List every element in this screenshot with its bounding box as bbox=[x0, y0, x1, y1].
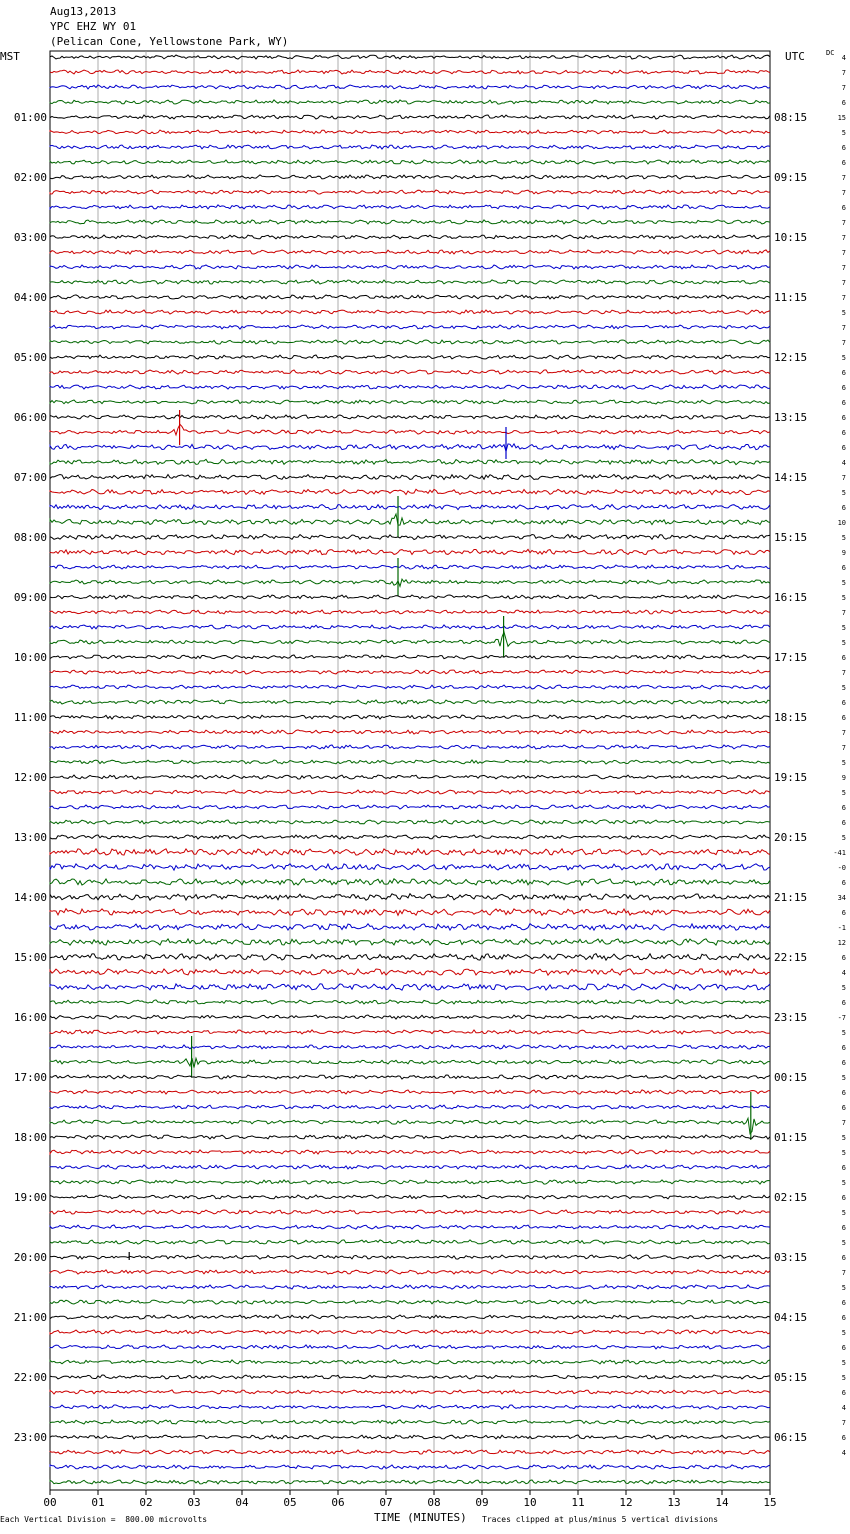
mst-hour-label: 06:00 bbox=[13, 411, 47, 424]
seismic-trace bbox=[50, 220, 770, 224]
seismic-trace bbox=[50, 790, 770, 794]
dc-offset-label: 5 bbox=[841, 129, 846, 137]
seismic-trace bbox=[50, 370, 770, 374]
seismic-trace bbox=[50, 1360, 770, 1364]
seismic-trace bbox=[50, 100, 770, 104]
dc-offset-label: 12 bbox=[837, 939, 846, 947]
mst-hour-label: 12:00 bbox=[13, 771, 47, 784]
utc-hour-label: 19:15 bbox=[774, 771, 808, 784]
dc-offset-label: 7 bbox=[841, 1269, 846, 1277]
x-tick-label: 04 bbox=[235, 1496, 249, 1509]
dc-offset-label: 6 bbox=[841, 819, 846, 827]
mst-hour-label: 07:00 bbox=[13, 471, 47, 484]
dc-offset-label: 7 bbox=[841, 474, 846, 482]
seismic-trace bbox=[50, 565, 770, 569]
dc-offset-label: 4 bbox=[841, 1449, 846, 1457]
dc-offset-label: 6 bbox=[841, 1254, 846, 1262]
dc-offset-label: 5 bbox=[841, 1209, 846, 1217]
seismic-trace bbox=[50, 760, 770, 764]
seismic-trace bbox=[50, 700, 770, 704]
mst-hour-label: 09:00 bbox=[13, 591, 47, 604]
dc-offset-label: 5 bbox=[841, 354, 846, 362]
seismic-trace bbox=[50, 1390, 770, 1394]
seismic-trace bbox=[50, 340, 770, 344]
seismic-trace bbox=[50, 400, 770, 404]
seismic-trace bbox=[50, 130, 770, 134]
mst-hour-label: 16:00 bbox=[13, 1011, 47, 1024]
dc-offset-label: 4 bbox=[841, 1404, 846, 1412]
utc-hour-label: 15:15 bbox=[774, 531, 808, 544]
dc-offset-label: 5 bbox=[841, 594, 846, 602]
utc-hour-label: 21:15 bbox=[774, 891, 808, 904]
utc-hour-label: 17:15 bbox=[774, 651, 808, 664]
seismic-trace bbox=[50, 909, 770, 916]
x-tick-label: 03 bbox=[187, 1496, 201, 1509]
mst-hour-label: 19:00 bbox=[13, 1191, 47, 1204]
x-tick-label: 13 bbox=[667, 1496, 681, 1509]
utc-hour-label: 20:15 bbox=[774, 831, 808, 844]
seismic-trace bbox=[50, 1435, 770, 1439]
dc-offset-label: 6 bbox=[841, 1104, 846, 1112]
seismic-trace bbox=[50, 670, 770, 674]
dc-offset-label: 6 bbox=[841, 1194, 846, 1202]
seismic-trace bbox=[50, 1300, 770, 1304]
mst-hour-label: 08:00 bbox=[13, 531, 47, 544]
x-axis-label: TIME (MINUTES) bbox=[374, 1511, 467, 1524]
dc-offset-label: -7 bbox=[837, 1014, 846, 1022]
seismic-trace bbox=[50, 939, 770, 945]
dc-offset-label: 6 bbox=[841, 714, 846, 722]
dc-offset-label: 6 bbox=[841, 204, 846, 212]
dc-offset-label: 6 bbox=[841, 699, 846, 707]
seismic-trace bbox=[50, 1075, 770, 1079]
seismic-trace bbox=[50, 1180, 770, 1184]
seismic-trace bbox=[50, 514, 770, 525]
seismic-trace bbox=[50, 954, 770, 960]
station-code: YPC EHZ WY 01 bbox=[50, 20, 137, 33]
x-tick-label: 05 bbox=[283, 1496, 297, 1509]
dc-offset-label: 5 bbox=[841, 1134, 846, 1142]
mst-hour-label: 05:00 bbox=[13, 351, 47, 364]
seismic-trace bbox=[50, 55, 770, 59]
dc-offset-label: 7 bbox=[841, 294, 846, 302]
dc-offset-label: 7 bbox=[841, 189, 846, 197]
dc-offset-label: 9 bbox=[841, 549, 846, 557]
utc-hour-label: 14:15 bbox=[774, 471, 808, 484]
clipping-note: Traces clipped at plus/minus 5 vertical divisions bbox=[482, 1515, 719, 1524]
mst-hour-label: 21:00 bbox=[13, 1311, 47, 1324]
seismic-trace bbox=[50, 595, 770, 599]
mst-hour-label: 10:00 bbox=[13, 651, 47, 664]
x-tick-label: 07 bbox=[379, 1496, 393, 1509]
dc-offset-label: 7 bbox=[841, 339, 846, 347]
dc-offset-label: 6 bbox=[841, 1059, 846, 1067]
seismic-trace bbox=[50, 1030, 770, 1034]
dc-offset-label: 10 bbox=[837, 519, 846, 527]
seismic-trace bbox=[50, 715, 770, 719]
seismic-trace bbox=[50, 355, 770, 359]
seismic-trace bbox=[50, 160, 770, 164]
seismic-trace bbox=[50, 1195, 770, 1199]
vertical-division-note: Each Vertical Division = 800.00 microvolts bbox=[0, 1515, 208, 1524]
seismic-trace bbox=[50, 969, 770, 975]
seismic-trace bbox=[50, 1420, 770, 1424]
x-tick-label: 10 bbox=[523, 1496, 537, 1509]
seismic-trace bbox=[50, 205, 770, 209]
seismic-trace bbox=[50, 1105, 770, 1109]
dc-offset-label: 5 bbox=[841, 789, 846, 797]
mst-hour-label: 11:00 bbox=[13, 711, 47, 724]
dc-offset-label: -41 bbox=[833, 849, 846, 857]
dc-offset-label: 6 bbox=[841, 954, 846, 962]
seismic-trace bbox=[50, 610, 770, 614]
dc-offset-label: 6 bbox=[841, 429, 846, 437]
seismic-trace bbox=[50, 1345, 770, 1349]
seismic-trace bbox=[50, 1255, 770, 1259]
seismic-trace bbox=[50, 1135, 770, 1139]
utc-hour-label: 00:15 bbox=[774, 1071, 808, 1084]
seismic-trace bbox=[50, 549, 770, 554]
seismic-trace bbox=[50, 1330, 770, 1334]
seismic-trace bbox=[50, 805, 770, 809]
seismic-trace bbox=[50, 1165, 770, 1169]
seismic-trace bbox=[50, 1118, 770, 1133]
utc-hour-label: 12:15 bbox=[774, 351, 808, 364]
dc-offset-label: 7 bbox=[841, 69, 846, 77]
seismic-trace bbox=[50, 1015, 770, 1019]
seismic-trace bbox=[50, 730, 770, 734]
utc-hour-label: 23:15 bbox=[774, 1011, 808, 1024]
seismic-trace bbox=[50, 1210, 770, 1214]
dc-offset-label: 6 bbox=[841, 909, 846, 917]
seismic-trace bbox=[50, 424, 770, 435]
dc-offset-label: 6 bbox=[841, 1299, 846, 1307]
utc-hour-label: 04:15 bbox=[774, 1311, 808, 1324]
dc-offset-label: 5 bbox=[841, 1149, 846, 1157]
dc-offset-label: 6 bbox=[841, 1044, 846, 1052]
utc-hour-label: 18:15 bbox=[774, 711, 808, 724]
seismic-trace bbox=[50, 505, 770, 510]
chart-date: Aug13,2013 bbox=[50, 5, 117, 18]
seismic-trace bbox=[50, 1285, 770, 1289]
x-tick-label: 11 bbox=[571, 1496, 585, 1509]
x-tick-label: 06 bbox=[331, 1496, 345, 1509]
mst-hour-label: 02:00 bbox=[13, 171, 47, 184]
utc-hour-label: 05:15 bbox=[774, 1371, 808, 1384]
dc-offset-label: 6 bbox=[841, 444, 846, 452]
dc-offset-label: 7 bbox=[841, 324, 846, 332]
seismic-trace bbox=[50, 1270, 770, 1274]
right-timezone-label: UTC bbox=[785, 50, 805, 63]
seismic-trace bbox=[50, 1465, 770, 1469]
utc-hour-label: 09:15 bbox=[774, 171, 808, 184]
seismic-trace bbox=[50, 1150, 770, 1154]
seismic-trace bbox=[50, 1480, 770, 1484]
seismic-trace bbox=[50, 280, 770, 284]
seismic-trace bbox=[50, 70, 770, 74]
seismic-trace bbox=[50, 835, 770, 839]
dc-offset-label: 7 bbox=[841, 1119, 846, 1127]
dc-offset-label: 5 bbox=[841, 1284, 846, 1292]
seismic-trace bbox=[50, 1090, 770, 1094]
dc-offset-label: 5 bbox=[841, 534, 846, 542]
seismic-trace bbox=[50, 175, 770, 179]
dc-offset-label: 7 bbox=[841, 279, 846, 287]
dc-offset-label: 6 bbox=[841, 564, 846, 572]
dc-offset-label: 6 bbox=[841, 399, 846, 407]
dc-offset-label: 34 bbox=[837, 894, 846, 902]
seismic-trace bbox=[50, 310, 770, 314]
dc-offset-label: 6 bbox=[841, 1314, 846, 1322]
dc-offset-label: -0 bbox=[837, 864, 846, 872]
seismic-trace bbox=[50, 1315, 770, 1319]
dc-offset-label: 7 bbox=[841, 609, 846, 617]
seismic-trace bbox=[50, 534, 770, 539]
seismic-trace bbox=[50, 1058, 770, 1068]
mst-hour-label: 01:00 bbox=[13, 111, 47, 124]
seismic-trace bbox=[50, 325, 770, 329]
station-location: (Pelican Cone, Yellowstone Park, WY) bbox=[50, 35, 289, 48]
dc-offset-label: 6 bbox=[841, 654, 846, 662]
dc-offset-label: 5 bbox=[841, 1029, 846, 1037]
x-tick-label: 00 bbox=[43, 1496, 57, 1509]
utc-hour-label: 01:15 bbox=[774, 1131, 808, 1144]
seismic-trace bbox=[50, 250, 770, 254]
seismic-trace bbox=[50, 415, 770, 419]
seismic-trace bbox=[50, 115, 770, 119]
dc-offset-label: 5 bbox=[841, 624, 846, 632]
dc-offset-label: 15 bbox=[837, 114, 846, 122]
mst-hour-label: 03:00 bbox=[13, 231, 47, 244]
seismic-trace bbox=[50, 775, 770, 779]
dc-offset-label: 5 bbox=[841, 834, 846, 842]
dc-offset-label: 5 bbox=[841, 1179, 846, 1187]
seismic-trace bbox=[50, 655, 770, 659]
seismic-trace bbox=[50, 1405, 770, 1409]
x-tick-label: 09 bbox=[475, 1496, 489, 1509]
seismic-trace bbox=[50, 235, 770, 239]
mst-hour-label: 15:00 bbox=[13, 951, 47, 964]
mst-hour-label: 18:00 bbox=[13, 1131, 47, 1144]
dc-offset-label: 7 bbox=[841, 669, 846, 677]
dc-offset-label: 6 bbox=[841, 1434, 846, 1442]
dc-offset-label: 5 bbox=[841, 1359, 846, 1367]
seismic-trace bbox=[50, 1375, 770, 1379]
seismic-trace bbox=[50, 145, 770, 149]
seismic-trace bbox=[50, 265, 770, 269]
mst-hour-label: 20:00 bbox=[13, 1251, 47, 1264]
seismic-trace bbox=[50, 1000, 770, 1004]
dc-offset-label: 6 bbox=[841, 1224, 846, 1232]
dc-offset-label: 6 bbox=[841, 414, 846, 422]
seismic-trace bbox=[50, 894, 770, 901]
x-tick-label: 08 bbox=[427, 1496, 441, 1509]
dc-offset-label: 6 bbox=[841, 384, 846, 392]
seismic-trace bbox=[50, 459, 770, 464]
mst-hour-label: 13:00 bbox=[13, 831, 47, 844]
dc-offset-label: 5 bbox=[841, 579, 846, 587]
dc-offset-label: 6 bbox=[841, 369, 846, 377]
seismic-trace bbox=[50, 579, 770, 586]
dc-offset-label: 9 bbox=[841, 774, 846, 782]
dc-offset-label: 6 bbox=[841, 1164, 846, 1172]
dc-offset-label: 5 bbox=[841, 489, 846, 497]
seismic-trace bbox=[50, 190, 770, 194]
mst-hour-label: 23:00 bbox=[13, 1431, 47, 1444]
dc-offset-label: 5 bbox=[841, 1374, 846, 1382]
dc-offset-label: 7 bbox=[841, 219, 846, 227]
dc-offset-label: 5 bbox=[841, 1074, 846, 1082]
x-tick-label: 01 bbox=[91, 1496, 105, 1509]
seismic-trace bbox=[50, 1045, 770, 1049]
utc-hour-label: 16:15 bbox=[774, 591, 808, 604]
seismic-trace bbox=[50, 1240, 770, 1244]
seismic-trace bbox=[50, 85, 770, 89]
x-tick-label: 02 bbox=[139, 1496, 153, 1509]
dc-offset-label: 6 bbox=[841, 159, 846, 167]
seismic-trace bbox=[50, 385, 770, 389]
seismic-trace bbox=[50, 745, 770, 749]
x-tick-label: 12 bbox=[619, 1496, 633, 1509]
utc-hour-label: 13:15 bbox=[774, 411, 808, 424]
dc-offset-label: 7 bbox=[841, 1419, 846, 1427]
dc-offset-label: 5 bbox=[841, 1239, 846, 1247]
left-timezone-label: MST bbox=[0, 50, 20, 63]
dc-offset-label: 5 bbox=[841, 309, 846, 317]
dc-offset-label: 7 bbox=[841, 249, 846, 257]
dc-offset-label: 6 bbox=[841, 1389, 846, 1397]
dc-offset-label: -1 bbox=[837, 924, 846, 932]
dc-offset-label: 6 bbox=[841, 504, 846, 512]
dc-offset-label: 7 bbox=[841, 174, 846, 182]
dc-offset-label: 5 bbox=[841, 1329, 846, 1337]
dc-offset-label: 6 bbox=[841, 999, 846, 1007]
seismic-trace bbox=[50, 849, 770, 855]
seismic-trace bbox=[50, 984, 770, 990]
mst-hour-label: 04:00 bbox=[13, 291, 47, 304]
mst-hour-label: 22:00 bbox=[13, 1371, 47, 1384]
dc-offset-label: 4 bbox=[841, 54, 846, 62]
utc-hour-label: 08:15 bbox=[774, 111, 808, 124]
seismic-trace bbox=[50, 475, 770, 480]
dc-offset-label: 5 bbox=[841, 639, 846, 647]
seismic-trace bbox=[50, 879, 770, 885]
dc-offset-label: 5 bbox=[841, 759, 846, 767]
dc-offset-label: 6 bbox=[841, 1344, 846, 1352]
utc-hour-label: 06:15 bbox=[774, 1431, 808, 1444]
dc-offset-label: 7 bbox=[841, 729, 846, 737]
mst-hour-label: 14:00 bbox=[13, 891, 47, 904]
dc-offset-label: 4 bbox=[841, 969, 846, 977]
seismic-trace bbox=[50, 489, 770, 494]
seismic-trace bbox=[50, 1225, 770, 1229]
utc-hour-label: 10:15 bbox=[774, 231, 808, 244]
seismic-trace bbox=[50, 924, 770, 931]
seismic-trace bbox=[50, 685, 770, 689]
dc-offset-label: 6 bbox=[841, 99, 846, 107]
dc-offset-label: 4 bbox=[841, 459, 846, 467]
dc-offset-label: 7 bbox=[841, 744, 846, 752]
dc-offset-label: 5 bbox=[841, 984, 846, 992]
seismic-trace bbox=[50, 295, 770, 299]
utc-hour-label: 22:15 bbox=[774, 951, 808, 964]
dc-offset-label: 6 bbox=[841, 879, 846, 887]
dc-offset-label: 6 bbox=[841, 1089, 846, 1097]
seismic-trace bbox=[50, 632, 770, 646]
utc-hour-label: 11:15 bbox=[774, 291, 808, 304]
seismic-trace bbox=[50, 864, 770, 870]
seismic-trace bbox=[50, 1450, 770, 1454]
dc-offset-label: 5 bbox=[841, 684, 846, 692]
utc-hour-label: 03:15 bbox=[774, 1251, 808, 1264]
dc-offset-label: 7 bbox=[841, 264, 846, 272]
utc-hour-label: 02:15 bbox=[774, 1191, 808, 1204]
seismic-trace bbox=[50, 444, 770, 452]
dc-offset-label: 7 bbox=[841, 234, 846, 242]
x-tick-label: 15 bbox=[763, 1496, 777, 1509]
seismic-trace bbox=[50, 820, 770, 824]
dc-offset-label: 6 bbox=[841, 144, 846, 152]
dc-header-label: DC bbox=[826, 49, 835, 57]
dc-offset-label: 6 bbox=[841, 804, 846, 812]
dc-offset-label: 7 bbox=[841, 84, 846, 92]
seismic-trace bbox=[50, 625, 770, 629]
mst-hour-label: 17:00 bbox=[13, 1071, 47, 1084]
x-tick-label: 14 bbox=[715, 1496, 729, 1509]
